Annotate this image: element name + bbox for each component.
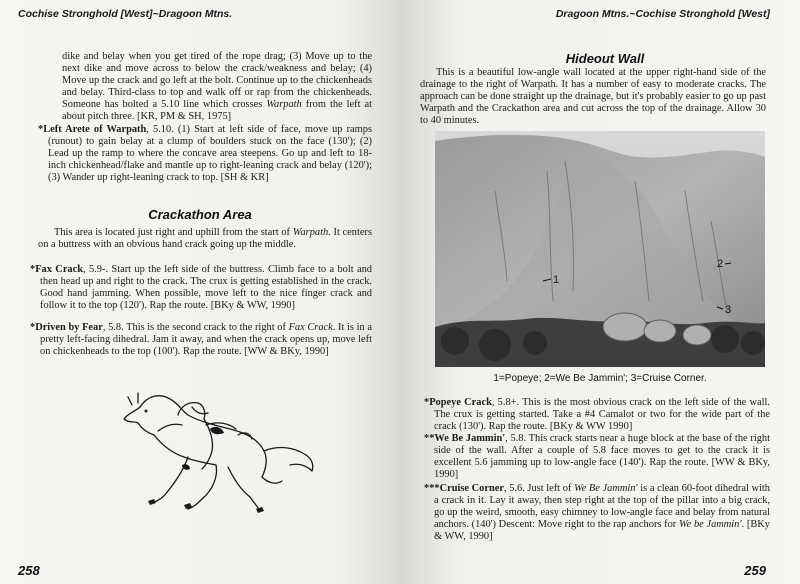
photo-label-1: 1 <box>553 274 560 286</box>
route-cruise-corner: ***Cruise Corner, 5.6. Just left of We Be Jammin' is a clean 60-foot dihedral with a crack in it. Lay it away, then step right at the top of the pillar into a big crack, go up the weird, smooth, easy chimney to low-angle face and belay from natural anchors. (140') Descent: Move right to the rap anchors for We be Jammin'. [BKy & WW, 1990] <box>424 483 770 543</box>
route-name: *Fax Crack <box>30 264 84 275</box>
left-running-header: Cochise Stronghold [West]~Dragoon Mtns. <box>18 8 233 20</box>
section-title-hideout-wall: Hideout Wall <box>565 51 645 66</box>
photo-label-3: 3 <box>725 304 732 316</box>
route-name: **We Be Jammin' <box>424 433 506 444</box>
left-intro-paragraph: dike and belay when you get tired of the rope drag; (3) Move up to the next dike and move across to below the crack/weakness and belay; (4) Move up the crack and go left at the bolt. Continue up to the chickenheads and belay. Third-class to top and walk off or rap from the chickenheads. Someone has bolted a 5.10 line which crosses Warpath from the left at about pitch three. [KR, PM & SH, 1975] <box>62 51 372 123</box>
route-name: ***Cruise Corner <box>424 483 504 494</box>
hideout-wall-photo <box>435 131 765 367</box>
route-popeye-crack: *Popeye Crack, 5.8+. This is the most obvious crack on the left side of the wall. The crux is getting started. Take a #4 Camalot or two for the wide part of the crack (130'). Rap the route. [BKy & WW 1990] <box>424 397 770 433</box>
route-name: *Popeye Crack <box>424 397 492 408</box>
right-page-number: 259 <box>744 563 766 578</box>
route-left-arete: *Left Arete of Warpath, 5.10. (1) Start at left side of face, move up ramps (runout) to gain belay at a clump of boulders stuck on the face (130'); (2) Lead up the ramp to where the concave area steepens. Go up and left to 18-inch chickenhead/flake and mantle up to right-leaning crack and belay (120'); (3) Wander up right-leaning crack to top. [SH & KR] <box>38 124 372 184</box>
route-name: *Driven by Fear <box>30 322 103 333</box>
route-fax-crack: *Fax Crack, 5.9-. Start up the left side of the buttress. Climb face to a bolt and then head up and right to the crack. The crux is getting established in the crack. Good hand jamming. When possible, move left to the nice finger crack and follow it to the top (120'). Rap the route. [BKy & WW, 1990] <box>30 264 373 312</box>
photo-label-2: 2 <box>717 258 724 270</box>
section-title-crackathon: Crackathon Area <box>148 207 252 222</box>
route-we-be-jammin: **We Be Jammin', 5.8. This crack starts near a huge block at the base of the right side of the wall. After a couple of 5.8 face moves to get to the crack it is excellent 5.6 jamming up to low-angle face (140'). Rap the route. [WW & BKy, 1990] <box>424 433 771 481</box>
right-running-header: Dragoon Mtns.~Cochise Stronghold [West] <box>555 8 770 20</box>
crackathon-intro: This area is located just right and uphill from the start of Warpath. It centers on a buttress with an obvious hand crack going up the middle. <box>38 227 372 251</box>
hideout-wall-intro: This is a beautiful low-angle wall located at the upper right-hand side of the drainage to the right of Warpath. It has a number of easy to moderate cracks. The approach can be done straight up the drainage, but it's probably easier to go up past Warpath and the Crackathon area and cut across the top of the drainage. Allow 30 to 40 minutes. <box>420 67 766 127</box>
route-driven-by-fear: *Driven by Fear, 5.8. This is the second crack to the right of Fax Crack. It is in a pretty left-facing dihedral. Jam it away, and when the crack opens up, move left on chickenheads to the top (100'). Rap the route. [WW & BKy, 1990] <box>30 322 372 358</box>
route-name: *Left Arete of Warpath <box>38 124 147 135</box>
photo-caption: 1=Popeye; 2=We Be Jammin'; 3=Cruise Corner. <box>493 373 707 384</box>
left-page-number: 258 <box>18 563 40 578</box>
horse-rider-illustration <box>118 385 318 515</box>
